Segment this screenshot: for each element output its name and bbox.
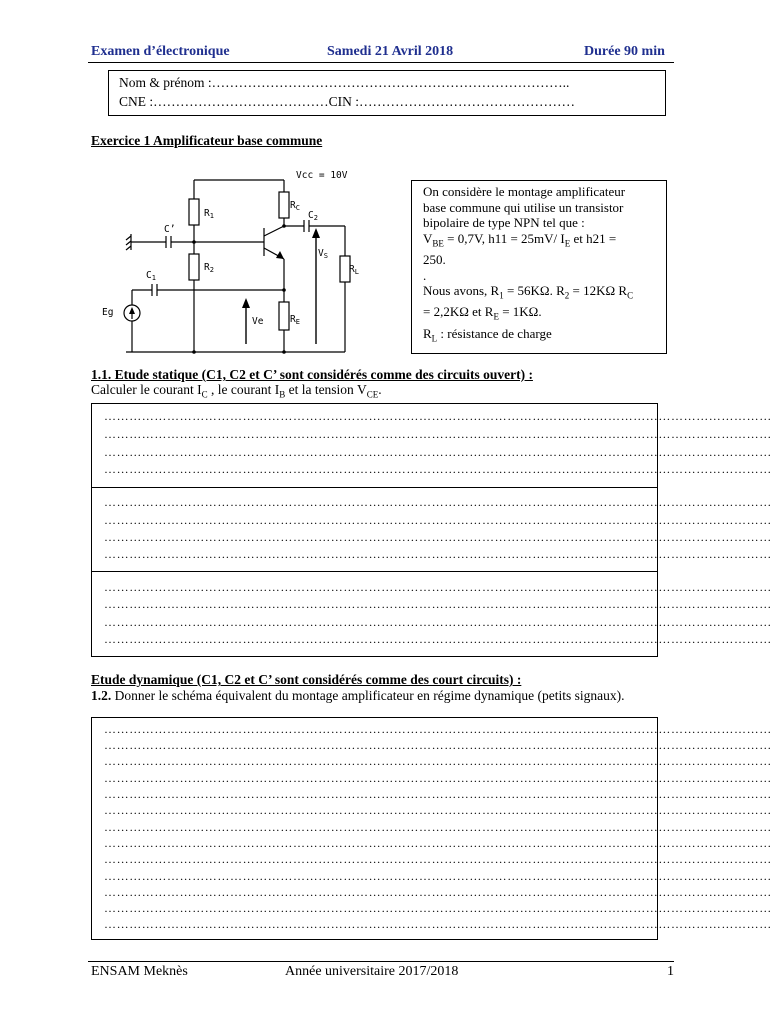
answer-line: …………………………………………………………………………………………………………………………………………… <box>104 738 772 752</box>
id-field-line: CNE :…………………………………CIN :………………………………………… <box>119 94 576 109</box>
vcc-label: Vcc = 10V <box>296 170 348 181</box>
answer-line: …………………………………………………………………………………………………………………………………………… <box>104 803 772 817</box>
answer-line: …………………………………………………………………………………………………………………………………………… <box>104 445 772 459</box>
answer-line: …………………………………………………………………………………………………………………………………………… <box>104 917 772 931</box>
name-field-line: Nom & prénom :…………………………………………………………………….. <box>119 75 570 90</box>
exam-title: Examen d’électronique <box>91 44 230 59</box>
desc-line-8: = 2,2KΩ et $R_E = 1K\Omega$. <box>423 304 542 322</box>
section-static-question: Calculer le courant $I_C$ , le courant $I_B$ et la tension $V_{CE}$. <box>91 382 382 400</box>
answer-line: …………………………………………………………………………………………………………………………………………… <box>104 754 772 768</box>
desc-line-4: $V_{BE} = 0,7V$, h11 = 25mV/ $I_E$ et h21 = <box>423 230 617 249</box>
answer-line: …………………………………………………………………………………………………………………………………………… <box>104 787 772 801</box>
answer-line: …………………………………………………………………………………………………………………………………………… <box>104 462 772 476</box>
answer-line: …………………………………………………………………………………………………………………………………………… <box>104 771 772 785</box>
r2-label: $R_2$ <box>204 262 214 274</box>
section-static-title: 1.1. Etude statique (C1, C2 et C’ sont considérés comme des circuits ouvert) : <box>91 367 533 382</box>
answer-line: …………………………………………………………………………………………………………………………………………… <box>104 836 772 850</box>
exercise-title: Exercice 1 Amplificateur base commune <box>91 133 323 148</box>
desc-line-7: Nous avons, $R_1 = 56K\Omega$. $R_2 = 12K\Omega$ $R_C$ <box>423 283 634 301</box>
answer-line: …………………………………………………………………………………………………………………………………………… <box>104 615 772 629</box>
desc-line-9: $R_L$ : résistance de charge <box>423 325 552 344</box>
answer-line: …………………………………………………………………………………………………………………………………………… <box>104 901 772 915</box>
answer-line: …………………………………………………………………………………………………………………………………………… <box>104 547 772 561</box>
answer-line: …………………………………………………………………………………………………………………………………………… <box>104 427 772 441</box>
answer-line: …………………………………………………………………………………………………………………………………………… <box>104 580 772 594</box>
circuit-description-box <box>411 180 667 354</box>
answer-line: …………………………………………………………………………………………………………………………………………… <box>104 530 772 544</box>
answer-box-2[interactable] <box>91 487 772 572</box>
exam-date: Samedi 21 Avril 2018 <box>327 44 454 59</box>
rc-label: $R_C$ <box>290 200 300 212</box>
section-dynamic-question: 1.2. Donner le schéma équivalent du montage amplificateur en régime dynamique (petits signaux). <box>91 688 625 703</box>
desc-line-3: bipolaire de type NPN tel que : <box>423 215 585 231</box>
answer-line: …………………………………………………………………………………………………………………………………………… <box>104 409 772 423</box>
footer-school: ENSAM Meknès <box>91 964 188 979</box>
answer-line: …………………………………………………………………………………………………………………………………………… <box>104 495 772 509</box>
answer-box-3[interactable] <box>91 571 772 657</box>
re-label: $R_E$ <box>290 314 300 326</box>
cprime-label: C’ <box>164 224 176 235</box>
r2-resistor <box>189 254 199 280</box>
eg-label: Eg <box>102 307 114 318</box>
page-number: 1 <box>667 964 674 979</box>
footer-rule <box>88 961 674 962</box>
desc-line-5: 250. <box>423 251 446 267</box>
answer-line: …………………………………………………………………………………………………………………………………………… <box>104 869 772 883</box>
footer-year: Année universitaire 2017/2018 <box>285 964 459 979</box>
desc-line-6: . <box>423 267 427 283</box>
r1-resistor <box>189 199 199 225</box>
exam-duration: Durée 90 min <box>584 44 665 59</box>
answer-line: …………………………………………………………………………………………………………………………………………… <box>104 820 772 834</box>
answer-line: …………………………………………………………………………………………………………………………………………… <box>104 513 772 527</box>
answer-box-4[interactable] <box>91 717 772 940</box>
section-dynamic-title: Etude dynamique (C1, C2 et C’ sont considérés comme des court circuits) : <box>91 672 522 687</box>
answer-line: …………………………………………………………………………………………………………………………………………… <box>104 852 772 866</box>
circuit-schematic <box>102 162 378 358</box>
desc-line-2: base commune qui utilise un transistor <box>423 199 624 215</box>
ve-label: Ve <box>252 316 264 327</box>
answer-line: …………………………………………………………………………………………………………………………………………… <box>104 632 772 646</box>
desc-line-1: On considère le montage amplificateur <box>423 184 626 199</box>
answer-box-1[interactable] <box>91 403 772 488</box>
answer-line: …………………………………………………………………………………………………………………………………………… <box>104 722 772 736</box>
vs-label: $V_S$ <box>318 248 328 260</box>
header-rule <box>88 62 674 63</box>
answer-line: …………………………………………………………………………………………………………………………………………… <box>104 597 772 611</box>
rc-resistor <box>279 192 289 218</box>
c2-label: $C_2$ <box>308 210 318 222</box>
r1-label: $R_1$ <box>204 208 214 220</box>
student-identity-box <box>108 70 666 116</box>
c1-label: $C_1$ <box>146 270 156 282</box>
rl-label: $R_L$ <box>349 264 359 276</box>
answer-line: …………………………………………………………………………………………………………………………………………… <box>104 885 772 899</box>
re-resistor <box>279 302 289 330</box>
